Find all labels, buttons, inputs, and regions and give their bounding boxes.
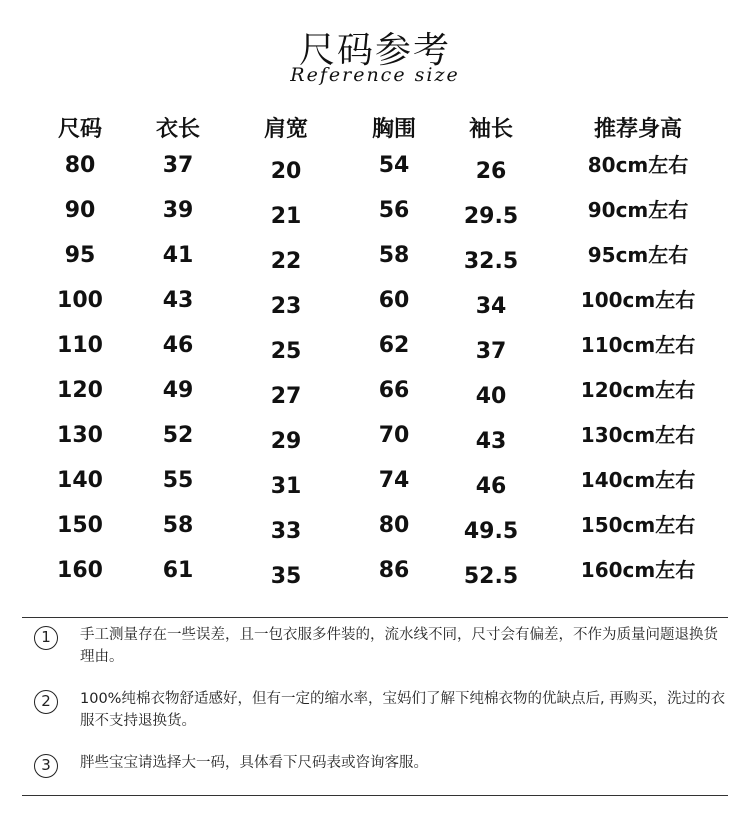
number-circle-icon: 1 — [34, 626, 58, 650]
cell-chest: 86 — [378, 558, 410, 583]
cell-height: 100cm左右 — [580, 288, 696, 312]
column-header-chest: 胸围 — [371, 117, 417, 142]
cell-sleeve: 52.5 — [463, 564, 519, 589]
cell-sleeve: 32.5 — [463, 249, 519, 274]
cell-sleeve: 34 — [475, 294, 507, 319]
column-header-shoulder: 肩宽 — [263, 117, 309, 142]
cell-length: 52 — [162, 423, 194, 448]
number-circle-icon: 3 — [34, 754, 58, 778]
cell-shoulder: 33 — [270, 519, 302, 544]
cell-length: 43 — [162, 288, 194, 313]
cell-chest: 66 — [378, 378, 410, 403]
top-divider — [22, 617, 728, 618]
cell-chest: 60 — [378, 288, 410, 313]
cell-shoulder: 21 — [270, 204, 302, 229]
cell-size: 95 — [64, 243, 96, 268]
page-title: 尺码参考 — [298, 30, 451, 71]
cell-chest: 70 — [378, 423, 410, 448]
cell-sleeve: 40 — [475, 384, 507, 409]
cell-height: 160cm左右 — [580, 558, 696, 582]
table-header-row — [0, 108, 750, 153]
cell-sleeve: 49.5 — [463, 519, 519, 544]
cell-height: 140cm左右 — [580, 468, 696, 492]
cell-size: 80 — [64, 153, 96, 178]
cell-shoulder: 35 — [270, 564, 302, 589]
table-row — [0, 468, 750, 513]
table-row — [0, 288, 750, 333]
cell-length: 46 — [162, 333, 194, 358]
cell-sleeve: 26 — [475, 159, 507, 184]
cell-chest: 56 — [378, 198, 410, 223]
table-row — [0, 198, 750, 243]
note-text: 100%纯棉衣物舒适感好，但有一定的缩水率，宝妈们了解下纯棉衣物的优缺点后, 再购买，洗过的衣服不支持退换货。 — [80, 691, 726, 729]
cell-length: 61 — [162, 558, 194, 583]
cell-size: 140 — [57, 468, 103, 493]
table-row — [0, 243, 750, 288]
cell-height: 120cm左右 — [580, 378, 696, 402]
cell-chest: 80 — [378, 513, 410, 538]
cell-sleeve: 37 — [475, 339, 507, 364]
column-header-sleeve: 袖长 — [468, 117, 514, 142]
table-row — [0, 153, 750, 198]
cell-height: 95cm左右 — [587, 243, 689, 267]
table-row — [0, 558, 750, 603]
table-row — [0, 423, 750, 468]
cell-shoulder: 27 — [270, 384, 302, 409]
table-row — [0, 333, 750, 378]
cell-size: 150 — [57, 513, 103, 538]
cell-length: 41 — [162, 243, 194, 268]
cell-height: 110cm左右 — [580, 333, 696, 357]
bottom-divider — [22, 795, 728, 796]
cell-shoulder: 31 — [270, 474, 302, 499]
cell-size: 130 — [57, 423, 103, 448]
cell-shoulder: 20 — [270, 159, 302, 184]
cell-chest: 58 — [378, 243, 410, 268]
cell-sleeve: 29.5 — [463, 204, 519, 229]
cell-shoulder: 23 — [270, 294, 302, 319]
note-text: 胖些宝宝请选择大一码，具体看下尺码表或咨询客服。 — [80, 755, 428, 771]
cell-height: 130cm左右 — [580, 423, 696, 447]
cell-length: 55 — [162, 468, 194, 493]
cell-length: 39 — [162, 198, 194, 223]
cell-length: 49 — [162, 378, 194, 403]
cell-sleeve: 46 — [475, 474, 507, 499]
cell-size: 160 — [57, 558, 103, 583]
cell-height: 80cm左右 — [587, 153, 689, 177]
cell-height: 90cm左右 — [587, 198, 689, 222]
cell-length: 37 — [162, 153, 194, 178]
column-header-size: 尺码 — [57, 117, 103, 142]
cell-size: 100 — [57, 288, 103, 313]
column-header-length: 衣长 — [155, 117, 201, 142]
table-body — [0, 153, 750, 603]
cell-height: 150cm左右 — [580, 513, 696, 537]
size-table — [0, 108, 750, 603]
column-header-height: 推荐身高 — [593, 117, 683, 142]
cell-chest: 62 — [378, 333, 410, 358]
cell-chest: 74 — [378, 468, 410, 493]
note-text: 手工测量存在一些误差，且一包衣服多件装的，流水线不同，尺寸会有偏差，不作为质量问题退换货理由。 — [80, 627, 718, 665]
number-circle-icon: 2 — [34, 690, 58, 714]
cell-sleeve: 43 — [475, 429, 507, 454]
cell-length: 58 — [162, 513, 194, 538]
table-row — [0, 513, 750, 558]
page-subtitle: Reference size — [290, 64, 460, 86]
cell-chest: 54 — [378, 153, 410, 178]
cell-shoulder: 22 — [270, 249, 302, 274]
cell-shoulder: 25 — [270, 339, 302, 364]
cell-size: 120 — [57, 378, 103, 403]
cell-size: 90 — [64, 198, 96, 223]
cell-shoulder: 29 — [270, 429, 302, 454]
table-row — [0, 378, 750, 423]
cell-size: 110 — [57, 333, 103, 358]
